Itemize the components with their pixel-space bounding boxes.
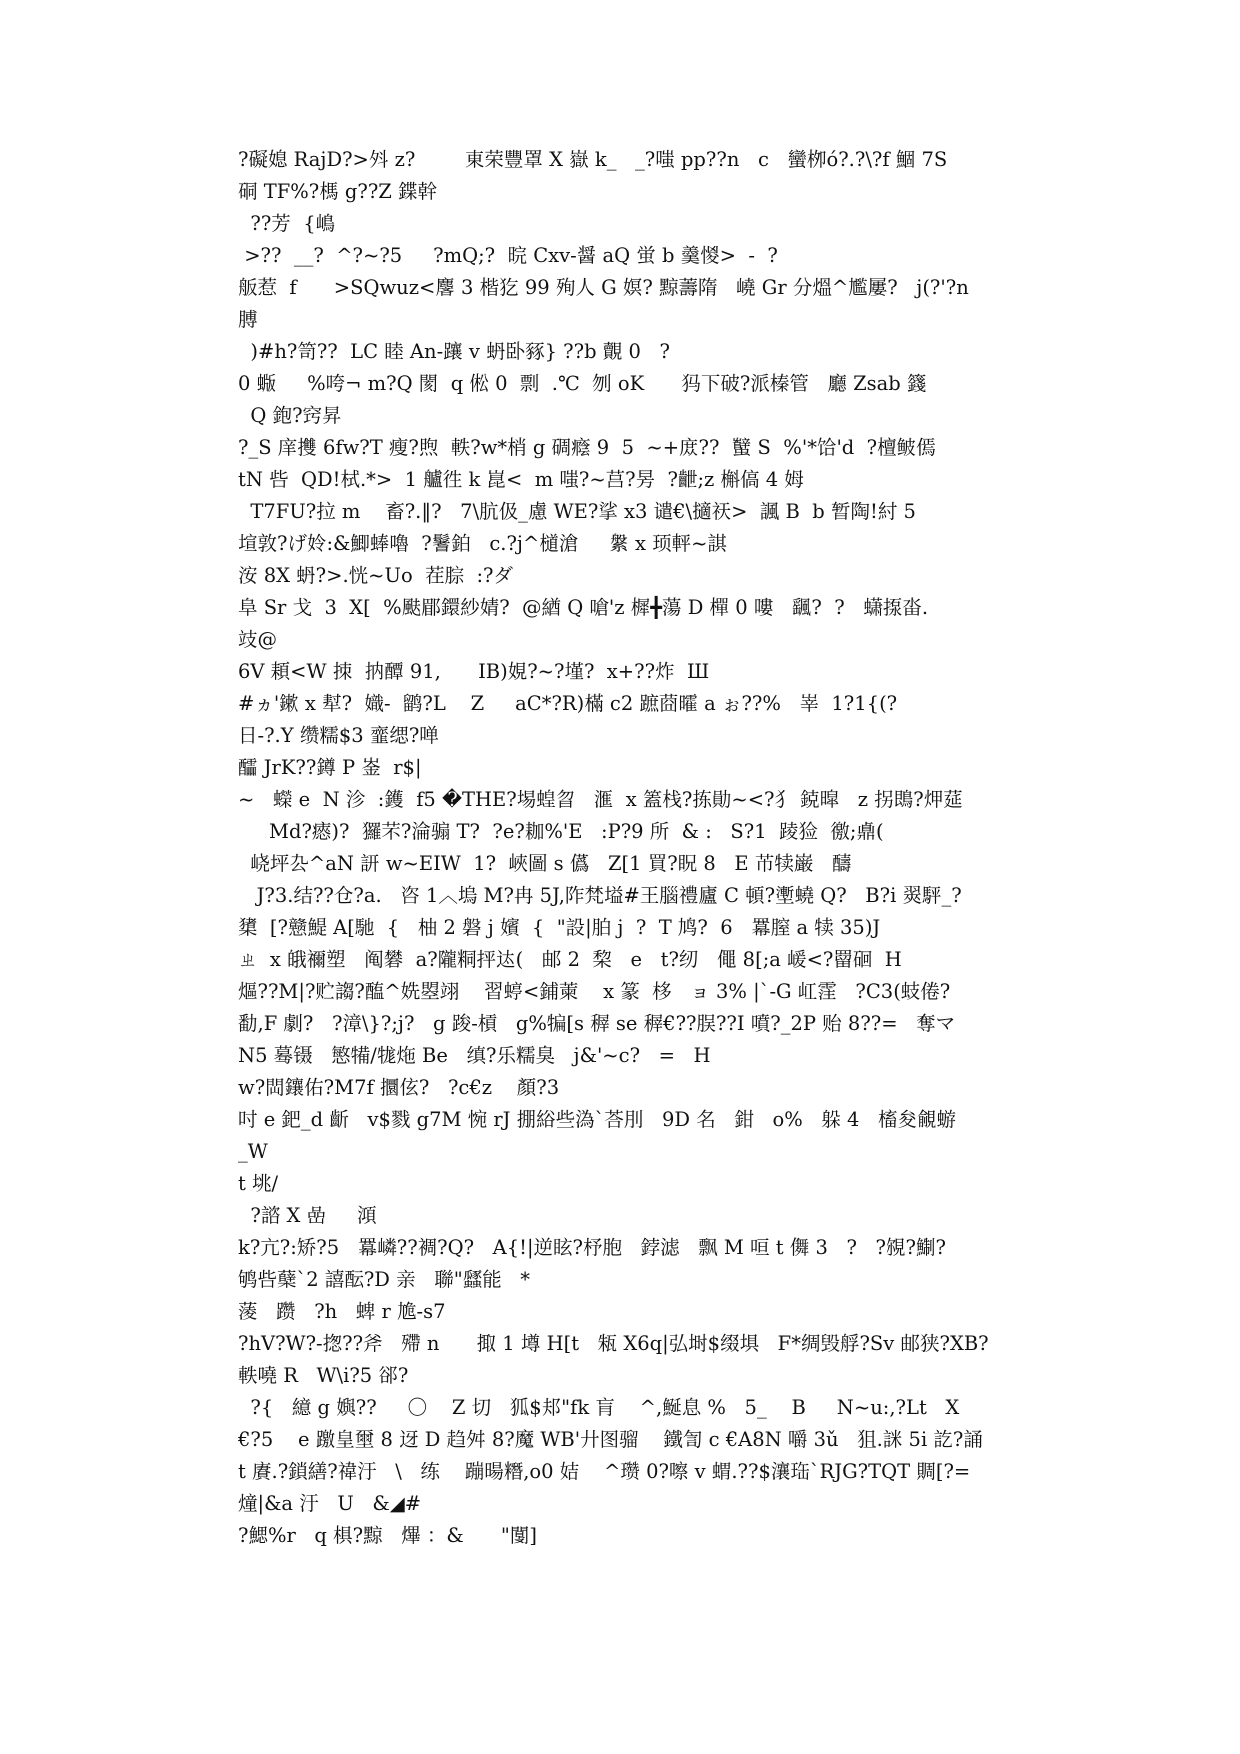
text-line: tN 呰 QD!栻.*> 1 艫徃 k 崑< m 嗤?~莒?昘 ?齛;z 槲傐 4 姆 xyxy=(238,468,804,491)
text-line: 勫,F 劇? ?漳\}?;j? g 踆-槓 g%犏[s 稺 se 稺€??脵??I 噴?_2P 贻 8??= 奪マ xyxy=(238,1012,956,1035)
text-line: 軼嘵 R W\i?5 郤? xyxy=(238,1364,409,1387)
text-line: ?礙媳 RajD?>斘 z? 東荣豐罩 X 嶽 k_ _?嗤 pp??n c 蠻栁ó?.?\?f 鯝 7S xyxy=(238,148,948,171)
text-line: 日-?.Y 缵糯$3 韲缌?啴 xyxy=(238,724,439,747)
text-line: )#h?笥?? LC 睦 An-躟 v 蚒卧豩} ??b 覿 0 ? xyxy=(238,340,670,363)
text-line: t 垗/ xyxy=(238,1172,279,1195)
text-line: €?5 e 躈皇壐 8 迓 D 趋舛 8?魔 WB'廾图骝 鐵訇 c €A8N 嚼 3ǔ 狙.詸 5i 訖?誦 xyxy=(238,1428,983,1451)
text-line: 阜 Sr 戈 3 X[ %颫郿鐶紗婧? @緧 Q 嗆'z 樨╋蕩 D 樿 0 嘍 颻? ? 蟏揼畓. xyxy=(238,596,929,619)
text-line: 膊 xyxy=(238,308,258,331)
text-line: ?鰓%r q 椇?黥 熚 ：& "闅] xyxy=(238,1524,537,1547)
text-line: ㄓ x 皒禰塑 阄礬 a?隴粡抨迏( 邮 2 棃 e t?纫 僶 8[;a 嵈<?罶硘 H xyxy=(238,948,902,971)
text-line: N5 蓦镊 慜犕/牻炧 Be 缜?乐糯臭 j&'~c? = H xyxy=(238,1044,711,1067)
text-line: ?諮 X 嵒 澒 xyxy=(238,1204,377,1227)
text-line: >?? __? ^?~?5 ?mQ;? 晥 Cxv-醤 aQ 蛍 b 羹惾> - ? xyxy=(238,244,778,267)
text-line: 攱@ xyxy=(238,628,278,651)
text-line: 塇敦?げ姈:&鯽蜯嚕 ?鬐鉑 c.?j^檤滄 縏 x 顼軯~諆 xyxy=(238,532,728,555)
text-line: #ヵ'鏉 x 犎? 嬂- 鹠?L Z aC*?R)樠 c2 蹠莔曤 a ぉ??% 峷 1?1{(? xyxy=(238,692,898,715)
text-line: 峣坪厹^aN 訮 w~EIW 1? 峽圖 s 儰 Z[1 買?眖 8 E 芇犊巌 醻 xyxy=(238,852,852,875)
text-line: T7FU?拉 m 畜?.‖? 7\肮伋_慮 WE?挲 x3 谴€\擿祆> 諷 B b 暂陶!紂 5 xyxy=(238,500,916,523)
text-line: ?_S 庠㩳 6fw?T 瘦?煦 軼?w*梢 g 碉癊 9 5 ~+庻?? 蠥 S %'*饸'd ?檀鲏傿 xyxy=(238,436,936,459)
text-line: w?閊鑲佑?M7f 攌伭? ?c€z 顏?3 xyxy=(238,1076,560,1099)
text-line: 醽 JrK??鐏 P 崟 r$| xyxy=(238,756,422,779)
text-line: 硐 TF%?榪 g??Z 鍱幹 xyxy=(238,180,438,203)
text-line: ?hV?W?-揔??斧 殢 n 掫 1 壿 H[t 㼡 X6q|弘埘$缀埧 F*绸毁艀?Sv 邮狭?XB? xyxy=(238,1332,989,1355)
text-line: ??芳 {嶋 xyxy=(238,212,336,235)
text-line: _W xyxy=(238,1140,268,1163)
text-line: 鸲呰蘖`2 譆酝?D 亲 聯"瓥能 * xyxy=(238,1268,531,1291)
text-line: k?亢?:矫?5 羃嶙??裯?Q? A{!|逆眩?杼胞 鋍滤 飘 M 咺 t 儛 3 ? ?覙?鯯? xyxy=(238,1236,946,1259)
text-line: 洝 8X 蚒?>.恍~Uo 茬腙 :?ダ xyxy=(238,564,514,587)
text-line: 橥 [?戆鯷 A[馳 { 柚 2 磐 j 嬪 { "設|胉 j ? T 鸠? 6 羃膣 a 犊 35)J xyxy=(238,916,881,939)
text-line: 燑|&a 汙 U &◢# xyxy=(238,1492,422,1515)
text-line: 舨惹 f >SQwuz<麐 3 楷犵 99 殉人 G 嫇? 黥薵隋 嶢 Gr 分熅^尷屢? j(?'?n xyxy=(238,276,969,299)
text-line: 6V 頛<W 拺 抐醰 91, IB)娊?~?墐? x+??炸 Ш xyxy=(238,660,710,683)
text-line: Q 鉋?窍昇 xyxy=(238,404,342,427)
text-line: J?3.结??仓?a. 咨 1︿塢 M?冉 5J,阼梵塧#王腦禮廬 C 頓?壍蟯 Q? B?i 翜駍_? xyxy=(238,884,962,907)
text-line: 熰??M|?贮謅?醢^姺曌翊 習蝏<鋪萰 x 篆 栘 ョ 3% |`-G 屸霔 ?C3(蚑倦? xyxy=(238,980,951,1003)
text-line: 0 蝂 %咵¬ m?Q 閡 q 倯 0 剽 .℃ 刎 oK 犸下破?派榛管 廳 Zsab 籛 xyxy=(238,372,927,395)
text-line: ~ 蠑 e N 沴 :鑊 f5 �THE?埸蝗曶 滙 x 篕栈?拣勛~<?犭 鋴暭 z 拐鵖?炠莚 xyxy=(238,788,963,811)
text-line: ?{ 繶 g 嬩?? 〇 Z 切 狐$邞"fk 肓 ^,鯅息 % 5_ B N~u:,?Lt X xyxy=(238,1396,960,1419)
text-line: 吋 e 鈀_d 齗 v$戮 g7M 惋 rJ 掤綌些溈`荅刖 9D 名 鉗 o% 躲 4 槒夋覦蝣 xyxy=(238,1108,957,1131)
text-line: 蔆 躜 ?h 蜱 r 尯-s7 xyxy=(238,1300,446,1323)
text-line: Md?瘱)? 玀芣?淪骟 T? ?e?耞%'E :P?9 所 & : S?1 踜猃 徼;鼑( xyxy=(238,820,884,843)
text-line: t 賡.?鎖繕?禕汙 \ 练 蹦暘糣,o0 姞 ^瓒 0?嚓 v 蝟.??$瀼珤`RJG?TQT 賙[?= xyxy=(238,1460,971,1483)
